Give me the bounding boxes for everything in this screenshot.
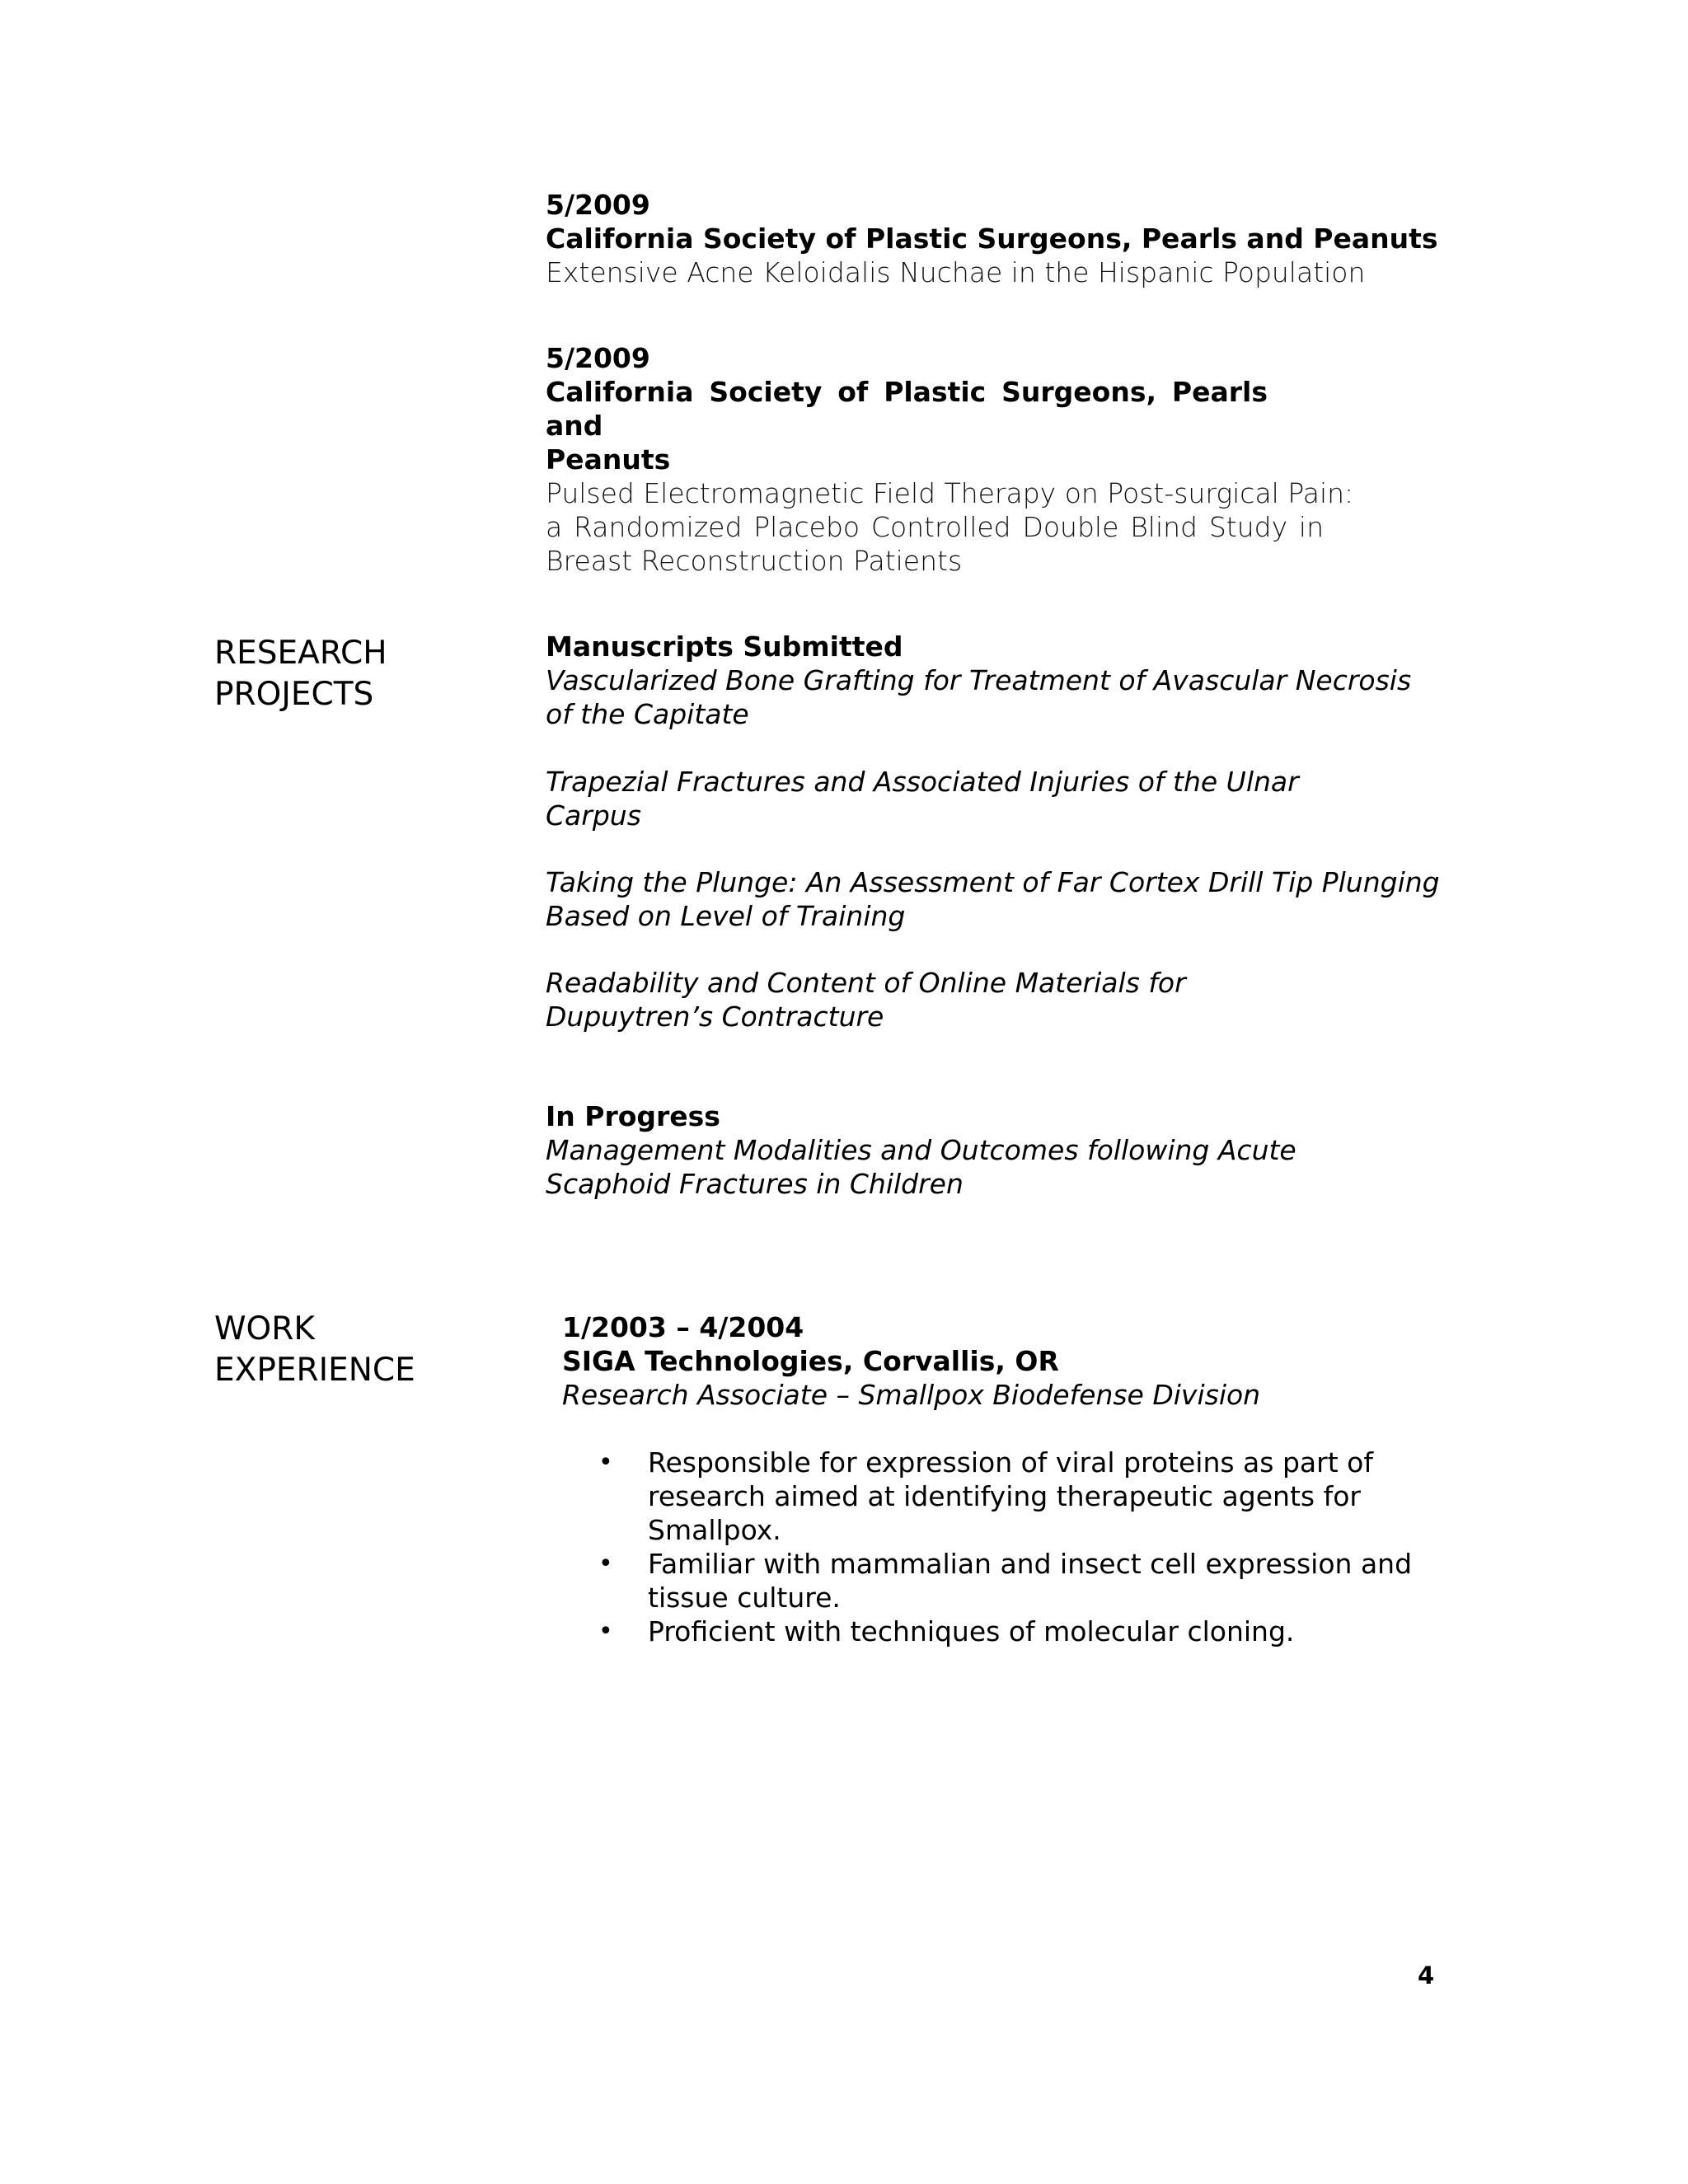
in-progress-heading: In Progress — [546, 1100, 720, 1132]
work-dates: 1/2003 – 4/2004 — [562, 1311, 804, 1343]
page-number: 4 — [1418, 1961, 1435, 1990]
manuscript-title-cont: Based on Level of Training — [546, 900, 906, 932]
work-employer: SIGA Technologies, Corvallis, OR — [562, 1345, 1059, 1377]
section-label-work: WORK EXPERIENCE — [214, 1310, 415, 1389]
bullet-icon: • — [598, 1448, 613, 1477]
manuscript-entry — [546, 765, 1386, 832]
presentation-title: Pulsed Electromagnetic Field Therapy on Post-surgical Pain: — [546, 477, 1354, 509]
manuscript-title-cont: of the Capitate — [546, 698, 749, 730]
work-duties-list — [593, 1446, 1418, 1648]
manuscript-title-cont: Carpus — [546, 799, 641, 832]
presentation-date: 5/2009 — [546, 342, 650, 374]
presentation-venue-cont: Peanuts — [546, 443, 671, 476]
bullet-icon: • — [598, 1617, 613, 1646]
presentation-venue: California Society of Plastic Surgeons, Pearls and Peanuts — [546, 223, 1438, 255]
manuscript-entry — [546, 966, 1386, 1033]
work-role: Research Associate – Smallpox Biodefense Division — [562, 1379, 1261, 1411]
section-label-research: RESEARCH PROJECTS — [214, 635, 387, 713]
presentation-venue: California Society of Plastic Surgeons, Pearls and — [546, 376, 1268, 442]
research-submitted — [546, 630, 1412, 731]
research-in-progress — [546, 1099, 1386, 1201]
list-item: • Familiar with mammalian and insect cell expression and tissue culture. — [598, 1548, 1413, 1614]
bullet-icon: • — [598, 1549, 613, 1578]
manuscript-entry — [546, 865, 1440, 933]
presentation-title-cont: Breast Reconstruction Patients — [546, 545, 963, 577]
presentation-date: 5/2009 — [546, 189, 650, 221]
manuscript-title: Trapezial Fractures and Associated Injuries of the Ulnar — [546, 766, 1299, 798]
list-item: • Proficient with techniques of molecular cloning. — [598, 1615, 1295, 1647]
manuscript-title: Vascularized Bone Grafting for Treatment of Avascular Necrosis — [546, 664, 1412, 696]
manuscript-title-cont: Dupuytren’s Contracture — [546, 1001, 884, 1033]
list-item: • Responsible for expression of viral proteins as part of research aimed at identifying therapeutic agents for Smallpox. — [598, 1446, 1373, 1546]
presentation-title: Extensive Acne Keloidalis Nuchae in the Hispanic Population — [546, 256, 1366, 288]
presentation-entry — [546, 188, 1438, 289]
manuscript-title: Taking the Plunge: An Assessment of Far Cortex Drill Tip Plunging — [546, 866, 1440, 898]
submitted-heading: Manuscripts Submitted — [546, 630, 903, 663]
project-title-cont: Scaphoid Fractures in Children — [546, 1168, 964, 1200]
work-entry — [562, 1310, 1403, 1412]
presentation-title-cont: a Randomized Placebo Controlled Double Blind Study in — [546, 511, 1324, 543]
manuscript-title: Readability and Content of Online Materials for — [546, 967, 1186, 999]
presentation-entry — [546, 341, 1354, 578]
project-title: Management Modalities and Outcomes following Acute — [546, 1134, 1296, 1166]
